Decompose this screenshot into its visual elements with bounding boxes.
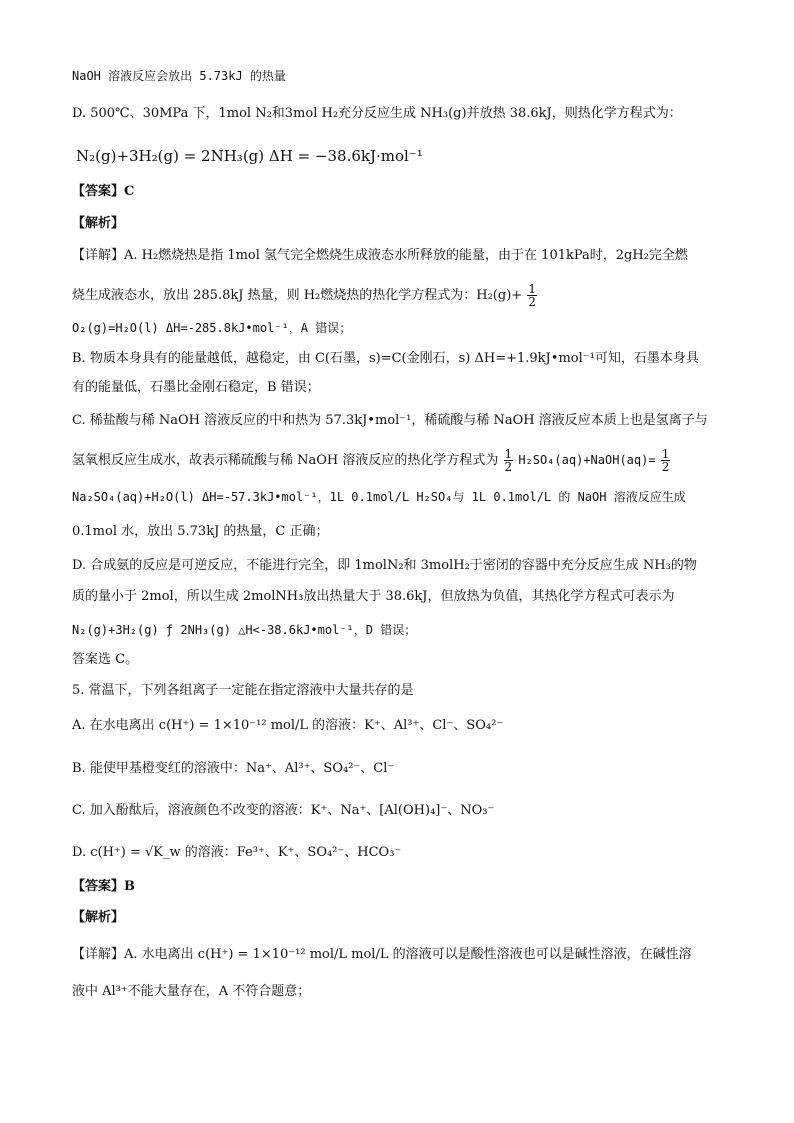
question-5-stem: 5. 常温下，下列各组离子一定能在指定溶液中大量共存的是 [72,683,414,698]
option-b: B. 能使甲基橙变红的溶液中：Na⁺、Al³⁺、SO₄²⁻、Cl⁻ [72,761,395,776]
option-d-line: D. 500℃、30MPa 下，1mol N₂和3mol H₂充分反应生成 NH₃(g)并放热 38.6kJ，则热化学方程式为： [72,106,682,121]
detail-line: O₂(g)=H₂O(l) ΔH=-285.8kJ•mol⁻¹，A 错误； [72,321,352,335]
detail-line: 有的能量低，石墨比金刚石稳定，B 错误； [72,380,320,395]
fraction-denominator: 2 [528,295,536,309]
detail-text: 氢氧根反应生成水，故表示稀硫酸与稀 NaOH 溶液反应的热化学方程式为 [72,453,499,468]
fraction-denominator: 2 [504,460,513,474]
fraction-numerator: 1 [504,447,513,461]
detail-line: 【详解】A. 水电离出 c(H⁺) = 1×10⁻¹² mol/L mol/L 的溶液可以是酸性溶液也可以是碱性溶液，在碱性溶 [72,947,692,962]
detail-line: D. 合成氨的反应是可逆反应，不能进行完全，即 1molN₂和 3molH₂于密闭的容器中充分反应生成 NH₃的物 [72,558,697,573]
detail-text: H₂SO₄(aq)+NaOH(aq)= [518,453,656,467]
fraction [504,448,514,473]
option-d: D. c(H⁺) = √K_w 的溶液：Fe³⁺、K⁺、SO₄²⁻、HCO₃⁻ [72,845,402,860]
detail-line: N₂(g)+3H₂(g) ƒ 2NH₃(g) △H<-38.6kJ•mol⁻¹，D 错误； [72,623,417,637]
fraction [661,448,671,473]
detail-text: 烧生成液态水，放出 285.8kJ 热量，则 H₂燃烧热的热化学方程式为：H₂(g)+ [72,288,523,303]
equation-line: N₂(g)+3H₂(g) = 2NH₃(g) ΔH = −38.6kJ·mol⁻¹ [76,147,423,165]
text-line: NaOH 溶液反应会放出 5.73kJ 的热量 [72,69,286,83]
detail-line: 液中 Al³⁺不能大量存在，A 不符合题意； [72,984,311,999]
detail-line: B. 物质本身具有的能量越低，越稳定，由 C(石墨，s)=C(金刚石，s) ΔH=+1.9kJ•mol⁻¹可知，石墨本身具 [72,351,699,366]
detail-line: Na₂SO₄(aq)+H₂O(l) ΔH=-57.3kJ•mol⁻¹，1L 0.1mol/L H₂SO₄与 1L 0.1mol/L 的 NaOH 溶液反应生成 [72,490,686,504]
detail-line: 质的量小于 2mol，所以生成 2molNH₃放出热量大于 38.6kJ，但放热为负值，其热化学方程式可表示为 [72,589,675,604]
detail-line: 【详解】A. H₂燃烧热是指 1mol 氢气完全燃烧生成液态水所释放的能量，由于在 101kPa时，2gH₂完全燃 [72,248,688,263]
fraction-numerator: 1 [528,282,536,296]
fraction [527,283,537,308]
analysis-label: 【解析】 [72,910,125,925]
option-c: C. 加入酚酞后，溶液颜色不改变的溶液：K⁺、Na⁺、[Al(OH)₄]⁻、NO₃⁻ [72,803,495,818]
analysis-label: 【解析】 [72,216,125,231]
fraction-denominator: 2 [661,460,670,474]
conclusion-line: 答案选 C。 [72,652,139,667]
fraction-numerator: 1 [661,447,670,461]
detail-line-with-fraction [72,283,722,308]
option-a: A. 在水电离出 c(H⁺) = 1×10⁻¹² mol/L 的溶液：K⁺、Al³⁺、Cl⁻、SO₄²⁻ [72,718,504,733]
detail-line: C. 稀盐酸与稀 NaOH 溶液反应的中和热为 57.3kJ•mol⁻¹，稀硫酸与稀 NaOH 溶液反应本质上也是氢离子与 [72,413,708,428]
answer-label: 【答案】C [72,184,135,199]
detail-line-with-fraction [72,448,722,473]
detail-line: 0.1mol 水，放出 5.73kJ 的热量，C 正确； [72,524,329,539]
answer-label: 【答案】B [72,879,135,894]
